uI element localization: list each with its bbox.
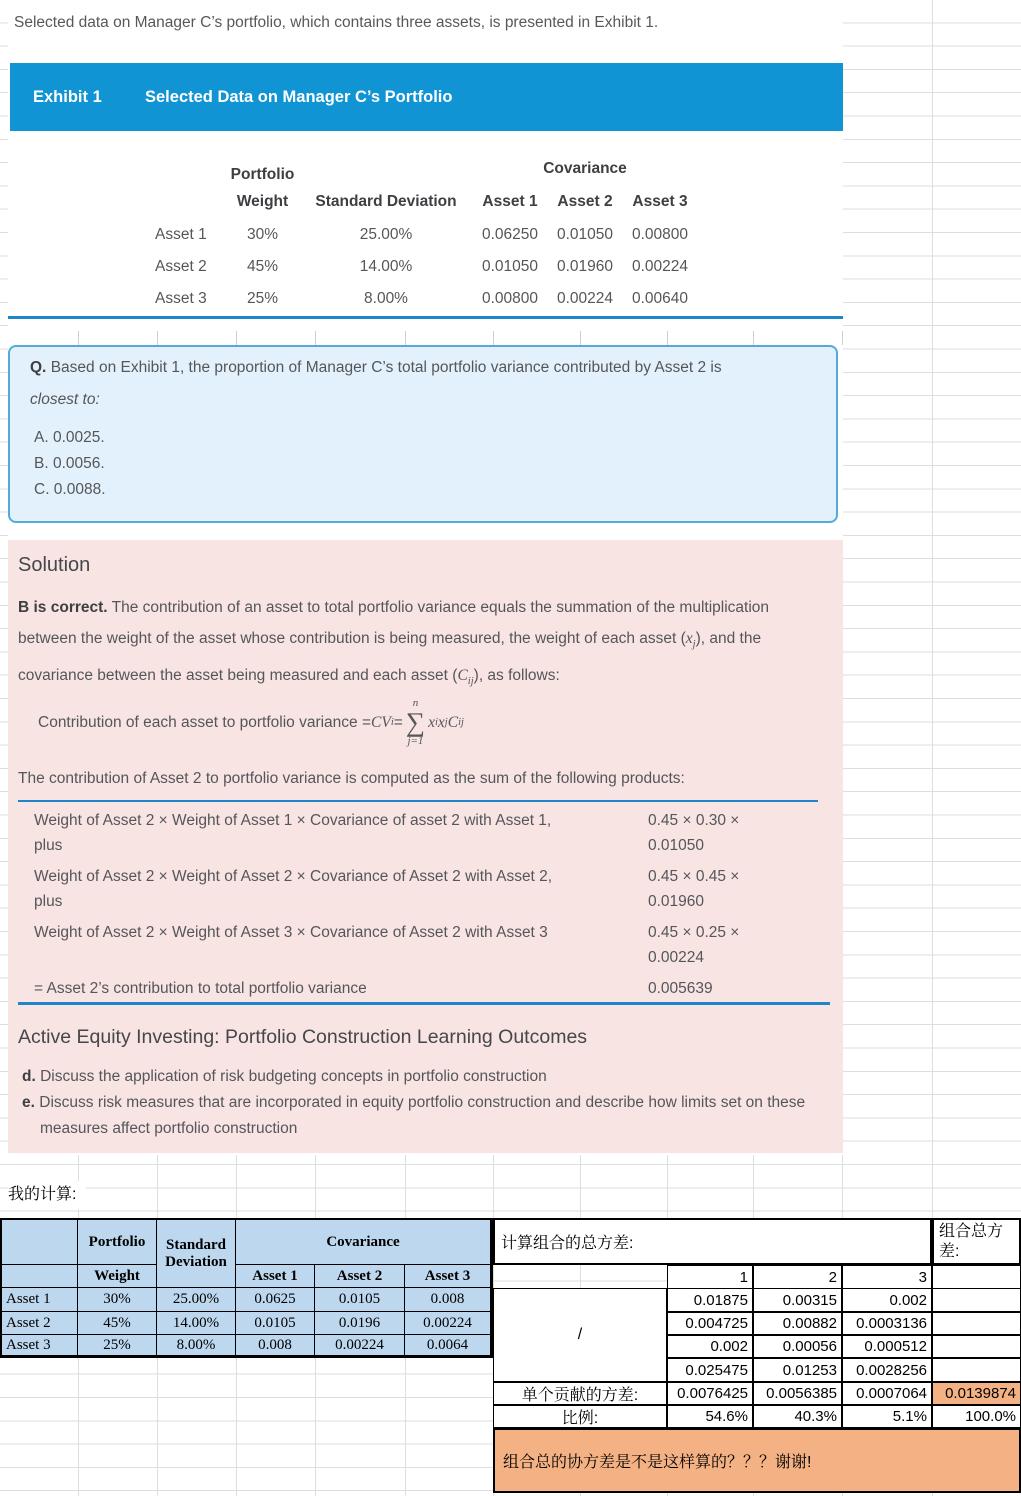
matrix-cell[interactable]: 0.01253 <box>753 1358 842 1382</box>
sum-sigma: ∑ <box>405 707 426 737</box>
calc-line: 0.01050 <box>648 837 705 854</box>
col-header-weight: Weight <box>236 193 289 210</box>
formula-cv: CV <box>371 713 391 731</box>
intro-text: Selected data on Manager C’s portfolio, which contains three assets, is presented in Exhibit 1. <box>14 14 659 31</box>
exhibit-label: Exhibit 1 <box>33 87 102 106</box>
contrib-value[interactable]: 0.0056385 <box>753 1382 842 1405</box>
formula-x1: x <box>428 713 435 731</box>
calc-line: 0.00224 <box>648 949 705 966</box>
grid-stub <box>78 331 79 345</box>
cell[interactable]: 45% <box>78 1312 157 1335</box>
total-variance-value[interactable]: 0.0139874 <box>932 1382 1021 1405</box>
var-x-sub: j <box>692 639 696 651</box>
learning-item-e <box>22 1090 816 1142</box>
cell-cov: 0.01050 <box>556 226 614 243</box>
matrix-cell[interactable]: 0.002 <box>667 1335 753 1358</box>
formula-c-sub: ij <box>458 717 464 728</box>
contribution-row-text <box>34 920 634 945</box>
cell-cov: 0.06250 <box>481 226 539 243</box>
row-label[interactable]: Asset 2 <box>2 1312 78 1335</box>
calc-line: 0.45 × 0.45 × <box>648 868 740 885</box>
grid-stub <box>315 331 316 345</box>
row-line: = Asset 2’s contribution to total portfolio variance <box>34 980 367 997</box>
solution-paragraph <box>18 592 830 697</box>
contrib-variance-label[interactable]: 单个贡献的方差: <box>493 1382 667 1405</box>
cell-weight: 30% <box>246 226 279 243</box>
col-header-std: Standard Deviation <box>315 193 457 210</box>
cell[interactable]: 0.008 <box>236 1335 315 1356</box>
cell[interactable]: 0.008 <box>405 1288 491 1312</box>
contribution-formula <box>38 698 464 747</box>
var-c-sub: ij <box>467 676 474 688</box>
cell-blank[interactable] <box>932 1265 1021 1289</box>
my-calc-title: 我的计算: <box>8 1181 86 1209</box>
my-calc-data-table <box>0 1218 493 1358</box>
contribution-row-calc <box>648 920 828 970</box>
portfolio-total-variance-label-cell[interactable]: 组合总方差: <box>932 1218 1021 1265</box>
sum-upper: n <box>412 697 419 709</box>
contribution-row-calc <box>648 808 828 858</box>
row-line: Weight of Asset 2 × Weight of Asset 3 × Covariance of Asset 2 with Asset 3 <box>34 924 548 941</box>
cell-cov: 0.00640 <box>631 290 689 307</box>
cell-weight: 25% <box>246 290 279 307</box>
grid-stub <box>842 331 843 345</box>
col-header-asset2: Asset 2 <box>557 193 613 210</box>
grid-stub <box>493 331 494 345</box>
table-top-rule <box>18 800 818 802</box>
answer-option-a: A. 0.0025. <box>34 429 105 446</box>
cell-blank[interactable] <box>932 1312 1021 1335</box>
cell[interactable]: 0.0105 <box>236 1312 315 1335</box>
solution-post-text: The contribution of Asset 2 to portfolio variance is computed as the sum of the following products: <box>18 770 685 787</box>
cell-std: 8.00% <box>364 290 408 307</box>
col-header-asset1: Asset 1 <box>482 193 538 210</box>
formula-x2-sub: j <box>444 717 448 728</box>
ratio-value[interactable]: 5.1% <box>842 1405 932 1428</box>
matrix-cell[interactable]: 0.01875 <box>667 1288 753 1312</box>
matrix-cell[interactable]: 0.0028256 <box>842 1358 932 1382</box>
sum-lower: j=1 <box>407 735 424 747</box>
matrix-cell[interactable]: 0.004725 <box>667 1312 753 1335</box>
exhibit-bottom-rule <box>8 316 843 319</box>
contrib-value[interactable]: 0.0076425 <box>667 1382 753 1405</box>
item-label: e. <box>22 1094 35 1111</box>
solution-section <box>8 540 843 1153</box>
row-line: Weight of Asset 2 × Weight of Asset 1 × Covariance of asset 2 with Asset 1, <box>34 812 552 829</box>
cell[interactable]: 25.00% <box>157 1288 236 1312</box>
contribution-total-value <box>648 976 828 1001</box>
cell-blank[interactable] <box>932 1288 1021 1312</box>
matrix-cell[interactable]: 0.0003136 <box>842 1312 932 1335</box>
row-label[interactable]: Asset 3 <box>2 1335 78 1356</box>
ratio-value[interactable]: 40.3% <box>753 1405 842 1428</box>
col-header-asset3: Asset 3 <box>632 193 688 210</box>
cell[interactable]: 14.00% <box>157 1312 236 1335</box>
grid-stub <box>580 331 581 345</box>
cell-blank[interactable] <box>932 1335 1021 1358</box>
solution-text-2: ), and the covariance between the asset being measured and each asset ( <box>18 630 762 685</box>
slash-cell[interactable]: / <box>493 1288 667 1382</box>
item-text: Discuss risk measures that are incorporated in equity portfolio construction and describe how limits set on these measures affect portfolio construction <box>39 1094 806 1137</box>
cell[interactable]: 0.00224 <box>405 1312 491 1335</box>
exhibit-header-bar <box>10 63 843 131</box>
row-plus: plus <box>34 893 63 910</box>
contribution-total-label <box>34 976 634 1001</box>
learning-heading: Active Equity Investing: Portfolio Construction Learning Outcomes <box>18 1026 588 1048</box>
row-line: Weight of Asset 2 × Weight of Asset 2 × Covariance of Asset 2 with Asset 2, <box>34 868 553 885</box>
matrix-cell[interactable]: 0.002 <box>842 1288 932 1312</box>
question-label: Q. <box>30 359 47 376</box>
cell[interactable]: 0.00224 <box>315 1335 405 1356</box>
header-portfolio[interactable]: Portfolio <box>78 1220 157 1265</box>
variance-calc-block <box>493 1218 1021 1493</box>
header-asset3[interactable]: Asset 3 <box>405 1265 491 1288</box>
cell[interactable]: 30% <box>78 1288 157 1312</box>
grid-stub <box>405 331 406 345</box>
row-label: Asset 3 <box>155 290 207 307</box>
cell-blank[interactable] <box>2 1265 78 1288</box>
cell-std: 25.00% <box>359 226 413 243</box>
ratio-label[interactable]: 比例: <box>493 1405 667 1428</box>
solution-text-3: ), as follows: <box>473 667 560 685</box>
grid-stub <box>753 331 754 345</box>
contrib-value[interactable]: 0.0007064 <box>842 1382 932 1405</box>
var-c: C <box>457 667 468 685</box>
answer-option-b: B. 0.0056. <box>34 455 105 472</box>
calc-line: 0.005639 <box>648 980 713 997</box>
cell[interactable]: 25% <box>78 1335 157 1356</box>
solution-heading: Solution <box>18 554 91 576</box>
formula-lead: Contribution of each asset to portfolio variance = <box>38 713 372 731</box>
question-text <box>30 359 820 377</box>
matrix-cell[interactable]: 0.00056 <box>753 1335 842 1358</box>
cell[interactable]: 0.0105 <box>315 1288 405 1312</box>
question-box <box>8 345 838 523</box>
formula-cv-sub: i <box>390 717 394 728</box>
col-header-1[interactable]: 1 <box>667 1265 753 1289</box>
header-weight[interactable]: Weight <box>78 1265 157 1288</box>
col-header-3[interactable]: 3 <box>842 1265 932 1289</box>
header-asset2[interactable]: Asset 2 <box>315 1265 405 1288</box>
calc-line: 0.45 × 0.30 × <box>648 812 740 829</box>
header-std[interactable]: Standard Deviation <box>157 1220 236 1288</box>
item-label: d. <box>22 1068 36 1085</box>
contribution-row-text <box>34 864 634 914</box>
ratio-total[interactable]: 100.0% <box>932 1405 1021 1428</box>
contribution-row-text <box>34 808 634 858</box>
cell-weight: 45% <box>246 258 279 275</box>
learning-outcomes <box>22 1064 816 1142</box>
formula-x1-sub: i <box>434 717 438 728</box>
solution-text-1: The contribution of an asset to total portfolio variance equals the summation of the multiplication between the weight of the asset whose contribution is being measured, the weight of each asset ( <box>18 599 770 647</box>
calc-line: 0.01960 <box>648 893 705 910</box>
contribution-row-calc <box>648 864 828 914</box>
row-label: Asset 1 <box>155 226 207 243</box>
answer-option-c: C. 0.0088. <box>34 481 106 498</box>
cell-std: 14.00% <box>359 258 413 275</box>
formula-x2: x <box>437 713 445 731</box>
calc-label-cell[interactable]: 计算组合的总方差: <box>493 1218 932 1265</box>
row-plus: plus <box>34 837 63 854</box>
cell-cov: 0.00224 <box>556 290 614 307</box>
cell-blank[interactable] <box>2 1220 78 1265</box>
sum-symbol <box>406 698 425 747</box>
row-label[interactable]: Asset 1 <box>2 1288 78 1312</box>
calc-line: 0.45 × 0.25 × <box>648 924 740 941</box>
question-body: Based on Exhibit 1, the proportion of Manager C’s total portfolio variance contributed by Asset 2 is <box>50 359 722 376</box>
solution-verdict: B is correct. <box>18 599 108 616</box>
matrix-cell[interactable]: 0.00882 <box>753 1312 842 1335</box>
ratio-value[interactable]: 54.6% <box>667 1405 753 1428</box>
cell-cov: 0.01050 <box>481 258 539 275</box>
question-screenshot-image <box>8 0 843 1155</box>
var-x: x <box>685 630 693 647</box>
grid-stub <box>236 331 237 345</box>
cell-cov: 0.00224 <box>631 258 689 275</box>
matrix-cell[interactable]: 0.025475 <box>667 1358 753 1382</box>
header-covariance[interactable]: Covariance <box>236 1220 491 1265</box>
grid-stub <box>157 331 158 345</box>
matrix-cell[interactable]: 0.000512 <box>842 1335 932 1358</box>
row-label: Asset 2 <box>155 258 207 275</box>
cell[interactable]: 8.00% <box>157 1335 236 1356</box>
col-header-covariance: Covariance <box>543 160 627 177</box>
header-asset1[interactable]: Asset 1 <box>236 1265 315 1288</box>
matrix-cell[interactable]: 0.00315 <box>753 1288 842 1312</box>
grid-stub <box>667 331 668 345</box>
formula-equals: = <box>393 713 403 731</box>
cell[interactable]: 0.0064 <box>405 1335 491 1356</box>
formula-c: C <box>447 713 459 731</box>
question-closing: closest to: <box>30 391 100 408</box>
cell[interactable]: 0.0625 <box>236 1288 315 1312</box>
learning-item-d <box>22 1064 816 1090</box>
item-text: Discuss the application of risk budgeting concepts in portfolio construction <box>40 1068 547 1085</box>
exhibit-title: Selected Data on Manager C’s Portfolio <box>145 87 453 106</box>
cell-blank[interactable] <box>932 1358 1021 1382</box>
col-header-portfolio: Portfolio <box>230 166 295 183</box>
table-bottom-rule <box>18 1002 830 1005</box>
question-note-cell[interactable]: 组合总的协方差是不是这样算的？？？谢谢! <box>493 1428 1021 1493</box>
cell[interactable]: 0.0196 <box>315 1312 405 1335</box>
cell-cov: 0.00800 <box>481 290 539 307</box>
col-header-2[interactable]: 2 <box>753 1265 842 1289</box>
cell-cov: 0.01960 <box>556 258 614 275</box>
cell-cov: 0.00800 <box>631 226 689 243</box>
